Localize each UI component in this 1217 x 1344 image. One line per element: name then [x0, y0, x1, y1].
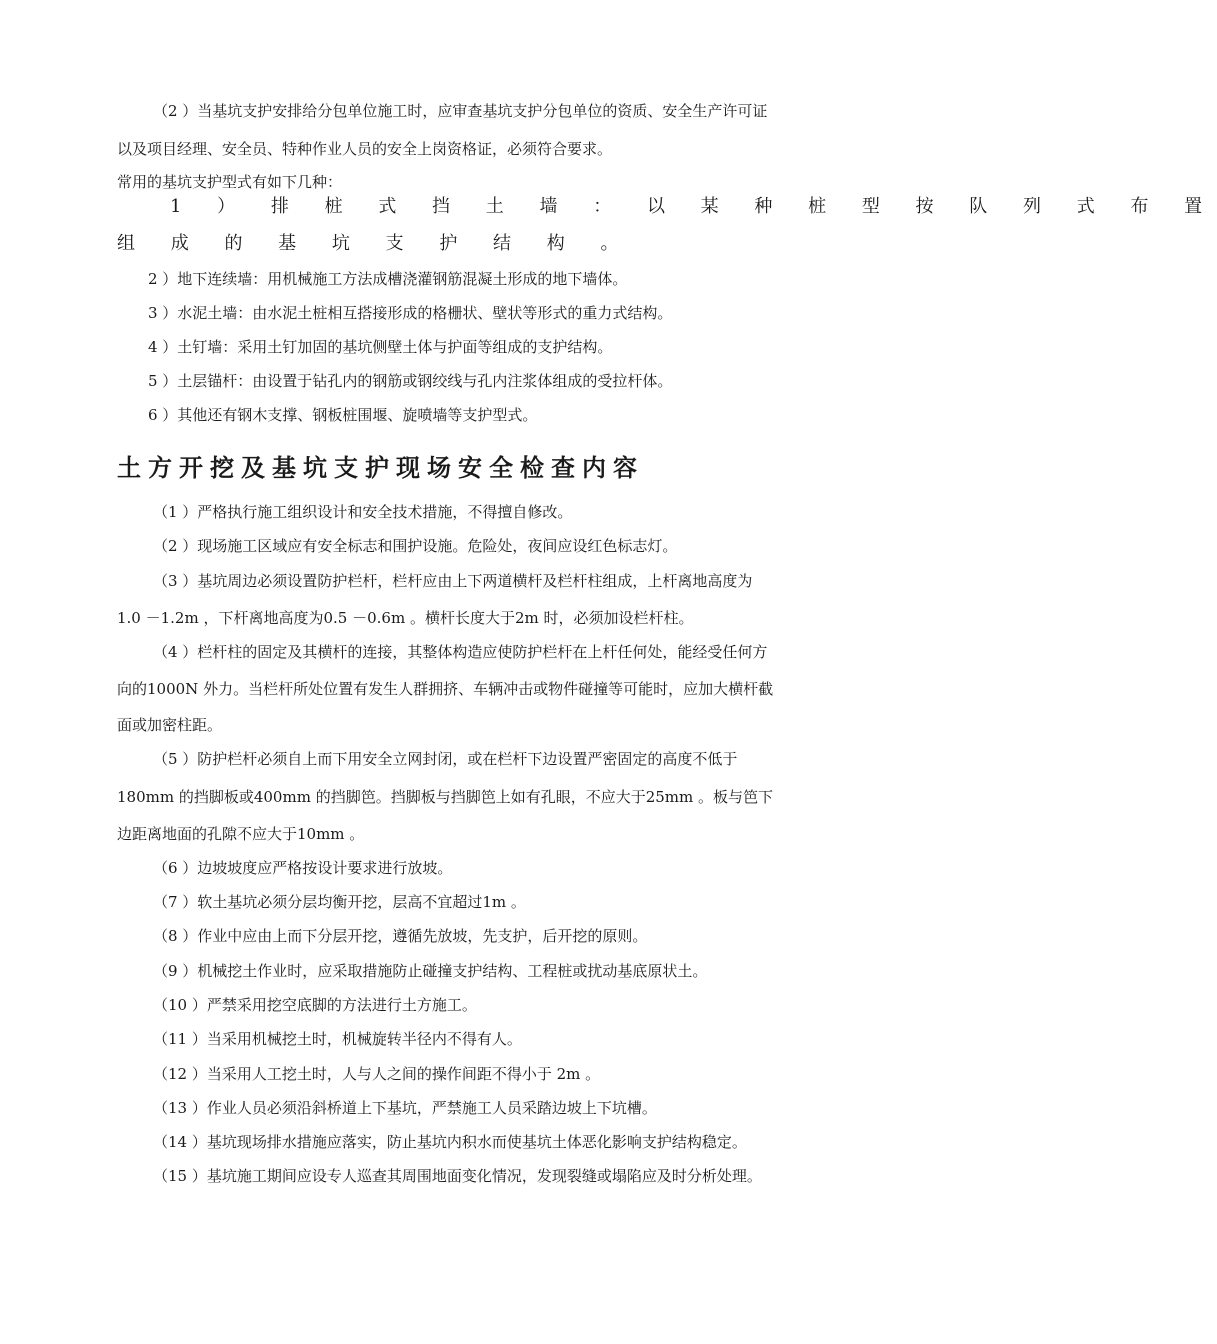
section-heading: 土方开挖及基坑支护现场安全检查内容	[117, 454, 644, 482]
check-item-5-line-1: （5 ）防护栏杆必须自上而下用安全立网封闭，或在栏杆下边设置严密固定的高度不低于	[153, 750, 738, 768]
check-item-3-line-1: （3 ）基坑周边必须设置防护栏杆，栏杆应由上下两道横杆及栏杆柱组成，上杆离地高度为	[153, 572, 753, 590]
support-type-1-line-2: 组 成 的 基 坑 支 护 结 构 。	[117, 233, 634, 254]
check-item-1: （1 ）严格执行施工组织设计和安全技术措施，不得擅自修改。	[153, 503, 573, 521]
support-types-intro: 常用的基坑支护型式有如下几种：	[117, 173, 343, 191]
check-item-15: （15 ）基坑施工期间应设专人巡查其周围地面变化情况，发现裂缝或塌陷应及时分析处理。	[153, 1167, 762, 1185]
check-item-5-line-2: 180mm 的挡脚板或400mm 的挡脚笆。挡脚板与挡脚笆上如有孔眼，不应大于25mm 。板与笆下	[117, 788, 773, 806]
check-item-3-line-2: 1.0 －1.2m ，下杆离地高度为0.5 －0.6m 。横杆长度大于2m 时，必须加设栏杆柱。	[117, 609, 694, 627]
check-item-2: （2 ）现场施工区域应有安全标志和围护设施。危险处，夜间应设红色标志灯。	[153, 537, 678, 555]
support-type-3: 3 ）水泥土墙：由水泥土桩相互搭接形成的格栅状、壁状等形式的重力式结构。	[148, 304, 673, 322]
support-type-2: 2 ）地下连续墙：用机械施工方法成槽浇灌钢筋混凝土形成的地下墙体。	[148, 270, 628, 288]
support-type-4: 4 ）土钉墙：采用土钉加固的基坑侧壁土体与护面等组成的支护结构。	[148, 338, 613, 356]
check-item-10: （10 ）严禁采用挖空底脚的方法进行土方施工。	[153, 996, 477, 1014]
check-item-8: （8 ）作业中应由上而下分层开挖，遵循先放坡，先支护，后开挖的原则。	[153, 927, 648, 945]
paragraph-2-line-1: （2 ）当基坑支护安排给分包单位施工时，应审查基坑支护分包单位的资质、安全生产许可证	[153, 102, 768, 120]
support-type-1-line-1: 1 ） 排 桩 式 挡 土 墙 ： 以 某 种 桩 型 按 队 列 式 布 置	[170, 196, 1217, 217]
check-item-6: （6 ）边坡坡度应严格按设计要求进行放坡。	[153, 859, 453, 877]
check-item-12: （12 ）当采用人工挖土时，人与人之间的操作间距不得小于 2m 。	[153, 1065, 601, 1083]
check-item-9: （9 ）机械挖土作业时，应采取措施防止碰撞支护结构、工程桩或扰动基底原状土。	[153, 962, 708, 980]
support-type-6: 6 ）其他还有钢木支撑、钢板桩围堰、旋喷墙等支护型式。	[148, 406, 538, 424]
paragraph-2-line-2: 以及项目经理、安全员、特种作业人员的安全上岗资格证，必须符合要求。	[117, 140, 613, 158]
check-item-13: （13 ）作业人员必须沿斜桥道上下基坑，严禁施工人员采踏边坡上下坑槽。	[153, 1099, 657, 1117]
check-item-4-line-2: 向的1000N 外力。当栏杆所处位置有发生人群拥挤、车辆冲击或物件碰撞等可能时，应加大横杆截	[117, 680, 774, 698]
check-item-4-line-3: 面或加密柱距。	[117, 716, 223, 734]
check-item-4-line-1: （4 ）栏杆柱的固定及其横杆的连接，其整体构造应使防护栏杆在上杆任何处，能经受任何方	[153, 643, 768, 661]
support-type-5: 5 ）土层锚杆：由设置于钻孔内的钢筋或钢绞线与孔内注浆体组成的受拉杆体。	[148, 372, 673, 390]
check-item-14: （14 ）基坑现场排水措施应落实，防止基坑内积水而使基坑土体恶化影响支护结构稳定。	[153, 1133, 747, 1151]
check-item-5-line-3: 边距离地面的孔隙不应大于10mm 。	[117, 825, 365, 843]
check-item-7: （7 ）软土基坑必须分层均衡开挖，层高不宜超过1m 。	[153, 893, 526, 911]
check-item-11: （11 ）当采用机械挖土时，机械旋转半径内不得有人。	[153, 1030, 522, 1048]
